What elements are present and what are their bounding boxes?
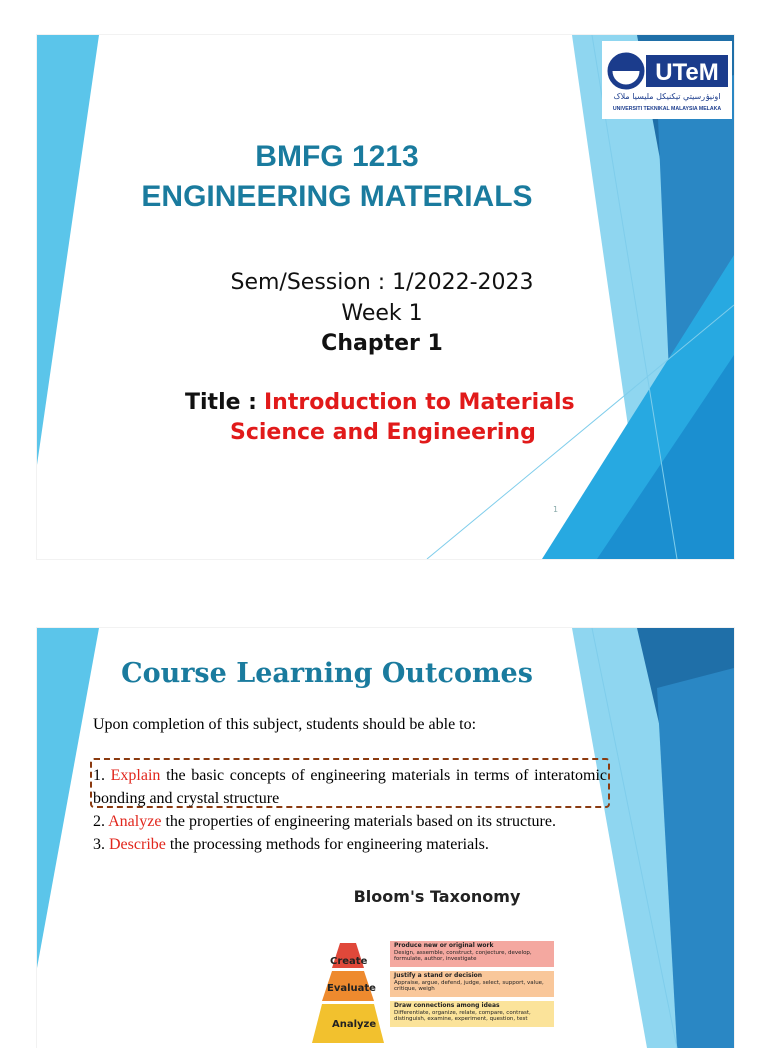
- blooms-taxonomy-figure: [292, 883, 554, 1048]
- utem-logo: [602, 41, 732, 119]
- bloom-row-heading: Produce new or original work: [394, 942, 494, 949]
- title-label: Title :: [185, 390, 257, 415]
- course-code: BMFG 1213: [255, 140, 419, 173]
- chapter-label: Chapter 1: [321, 331, 443, 356]
- outcome-text: the basic concepts of engineering materials in terms of interatomic bonding and crystal structure: [93, 767, 608, 807]
- bloom-title: Bloom's Taxonomy: [353, 887, 521, 906]
- learning-outcomes-slide: [37, 628, 734, 1048]
- intro-text: Upon completion of this subject, students should be able to:: [93, 716, 477, 733]
- utem-university-name: UNIVERSITI TEKNIKAL MALAYSIA MELAKA: [612, 106, 722, 112]
- bloom-row-evaluate: [390, 971, 554, 997]
- bloom-row-analyze: [390, 1001, 554, 1027]
- utem-logo-graphic: [602, 41, 732, 119]
- outcome-number: 1.: [93, 767, 105, 784]
- bloom-row-desc: Differentiate, organize, relate, compare, contrast, distinguish, examine, experiment, question, test: [394, 1009, 531, 1022]
- utem-wordmark: UTeM: [655, 59, 719, 86]
- utem-jawi-text: اونيۏرسيتي تيکنيکل مليسيا ملاک: [613, 92, 721, 101]
- outcome-verb: Analyze: [108, 813, 162, 830]
- outcome-text: the properties of engineering materials based on its structure.: [165, 813, 556, 830]
- lecture-title: [185, 388, 605, 448]
- level-label: Analyze: [332, 1019, 377, 1030]
- semester-session: Sem/Session : 1/2022-2023: [230, 270, 534, 295]
- course-title: [77, 137, 597, 217]
- title-value-line1: Introduction to Materials: [263, 390, 575, 415]
- bloom-row-heading: Justify a stand or decision: [394, 972, 483, 979]
- slide-heading: Course Learning Outcomes: [121, 658, 533, 689]
- outcome-list: [93, 764, 607, 856]
- bloom-row-create: [390, 941, 554, 967]
- course-name: ENGINEERING MATERIALS: [141, 180, 533, 213]
- outcome-verb: Explain: [110, 767, 161, 784]
- left-accent-shape: [37, 35, 99, 465]
- outcome-verb: Describe: [109, 836, 166, 853]
- title-value-line2: Science and Engineering: [230, 420, 536, 445]
- outcome-item: [93, 833, 607, 856]
- bloom-row-heading: Draw connections among ideas: [394, 1002, 500, 1009]
- outcome-number: 3.: [93, 836, 105, 853]
- slide-number: 1: [553, 505, 559, 514]
- level-label: Create: [330, 956, 368, 967]
- week-label: Week 1: [341, 301, 423, 326]
- outcome-number: 2.: [93, 813, 105, 830]
- bloom-row-desc: Appraise, argue, defend, judge, select, support, value, critique, weigh: [394, 979, 544, 992]
- outcome-item: [93, 810, 607, 833]
- outcome-text: the processing methods for engineering materials.: [169, 836, 489, 853]
- level-label: Evaluate: [327, 983, 376, 994]
- outcome-item: [93, 764, 607, 810]
- title-slide: [37, 35, 734, 559]
- bloom-row-desc: Design, assemble, construct, conjecture, develop, formulate, author, investigate: [394, 949, 532, 962]
